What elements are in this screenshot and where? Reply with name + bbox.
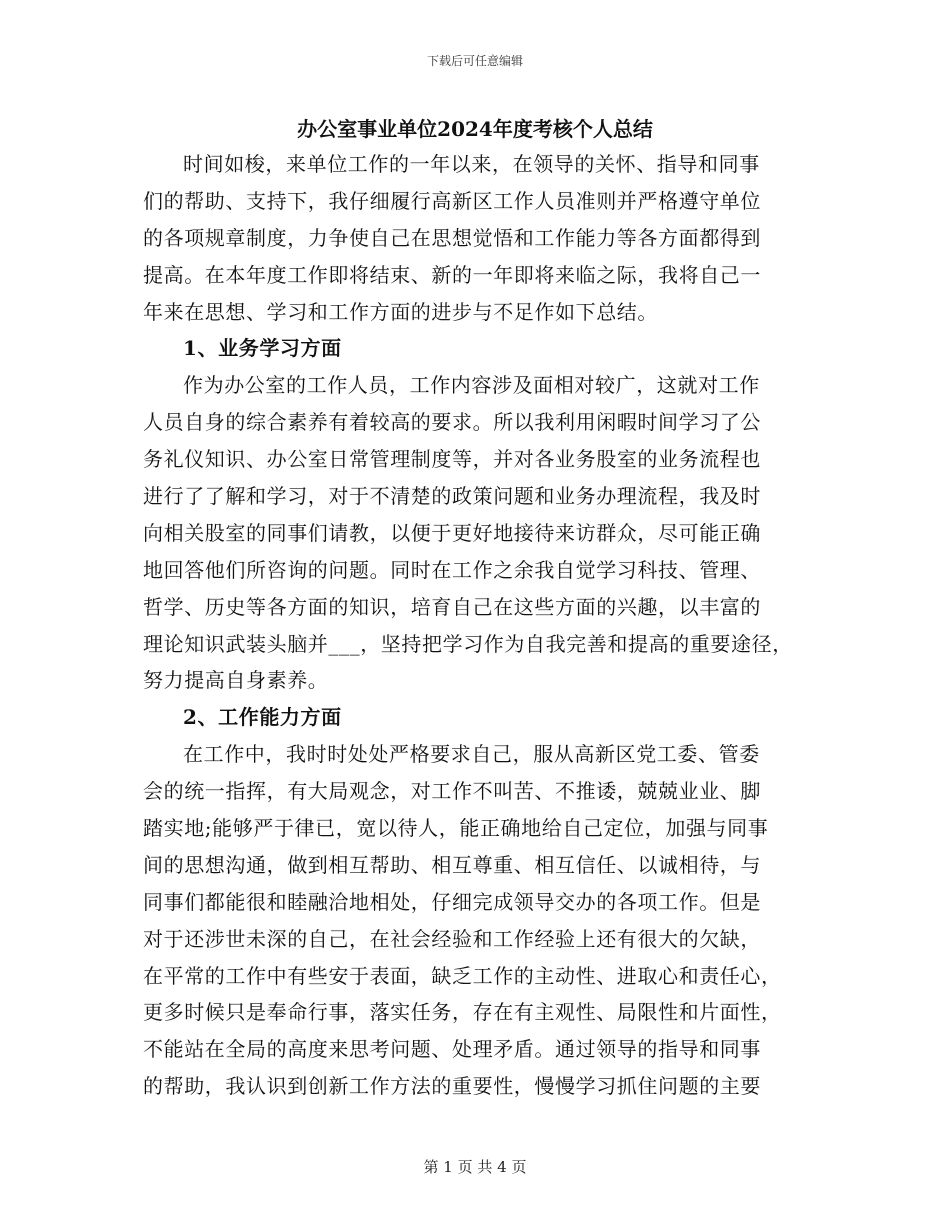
paragraph-line: 努力提高自身素养。 xyxy=(143,668,329,693)
paragraph-line: 的各项规章制度，力争使自己在思想觉悟和工作能力等各方面都得到 xyxy=(143,225,761,250)
download-note: 下载后可任意编辑 xyxy=(426,54,523,68)
paragraph-line: 在工作中，我时时处处严格要求自己，服从高新区党工委、管委 xyxy=(183,742,760,767)
paragraph-line: 们的帮助、支持下，我仔细履行高新区工作人员准则并严格遵守单位 xyxy=(143,188,761,213)
paragraph-line: 在平常的工作中有些安于表面，缺乏工作的主动性、进取心和责任心， xyxy=(143,963,782,988)
paragraph-line: 提高。在本年度工作即将结束、新的一年即将来临之际，我将自己一 xyxy=(143,262,761,287)
section-heading: 2、工作能力方面 xyxy=(183,705,342,730)
paragraph-line: 作为办公室的工作人员，工作内容涉及面相对较广，这就对工作 xyxy=(183,373,760,398)
paragraph-line: 进行了了解和学习，对于不清楚的政策问题和业务办理流程，我及时 xyxy=(143,484,761,509)
paragraph-line: 对于还涉世未深的自己，在社会经验和工作经验上还有很大的欠缺， xyxy=(143,926,761,951)
paragraph-line: 的帮助，我认识到创新工作方法的重要性，慢慢学习抓住问题的主要 xyxy=(143,1074,761,1099)
paragraph-line: 会的统一指挥，有大局观念，对工作不叫苦、不推诿，兢兢业业、脚 xyxy=(143,779,761,804)
paragraph-line: 间的思想沟通，做到相互帮助、相互尊重、相互信任、以诚相待，与 xyxy=(143,852,761,877)
paragraph-line: 同事们都能很和睦融洽地相处，仔细完成领导交办的各项工作。但是 xyxy=(143,889,761,914)
document-body xyxy=(143,146,823,1105)
paragraph-line: 哲学、历史等各方面的知识，培育自己在这些方面的兴趣，以丰富的 xyxy=(143,594,761,619)
paragraph-line: 时间如梭，来单位工作的一年以来，在领导的关怀、指导和同事 xyxy=(183,152,760,176)
paragraph-line: 年来在思想、学习和工作方面的进步与不足作如下总结。 xyxy=(143,299,658,324)
paragraph-line: 人员自身的综合素养有着较高的要求。所以我利用闲暇时间学习了公 xyxy=(143,410,761,435)
paragraph-line: 向相关股室的同事们请教，以便于更好地接待来访群众，尽可能正确 xyxy=(143,520,761,545)
paragraph-line: 理论知识武装头脑并___，坚持把学习作为自我完善和提高的重要途径， xyxy=(143,631,793,656)
paragraph-line: 更多时候只是奉命行事，落实任务，存在有主观性、局限性和片面性， xyxy=(143,1000,782,1025)
paragraph-line: 不能站在全局的高度来思考问题、处理矛盾。通过领导的指导和同事 xyxy=(143,1037,761,1062)
section-heading: 1、业务学习方面 xyxy=(183,336,342,361)
paragraph-line: 务礼仪知识、办公室日常管理制度等，并对各业务股室的业务流程也 xyxy=(143,447,761,472)
paragraph-line: 踏实地;能够严于律已，宽以待人，能正确地给自己定位，加强与同事 xyxy=(143,816,769,841)
paragraph-line: 地回答他们所咨询的问题。同时在工作之余我自觉学习科技、管理、 xyxy=(143,557,761,582)
document-title: 办公室事业单位2024年度考核个人总结 xyxy=(297,117,653,141)
page-number: 第 1 页 共 4 页 xyxy=(423,1158,527,1176)
